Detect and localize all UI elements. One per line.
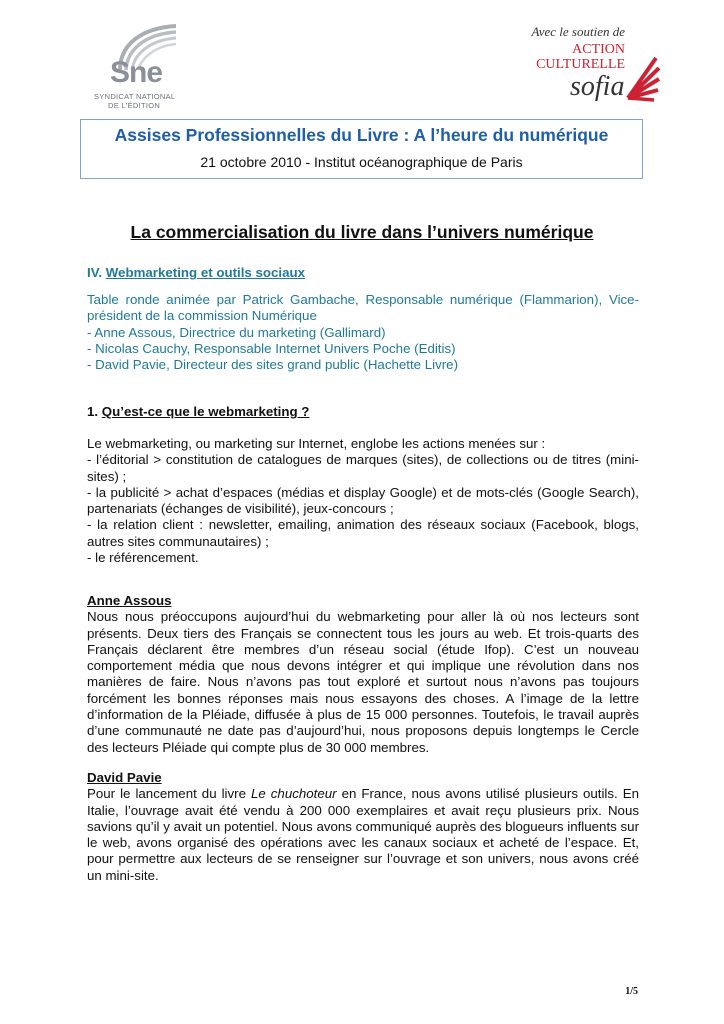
anne-assous-section bbox=[87, 593, 639, 756]
page-title: Assises Professionnelles du Livre : A l’heure du numérique bbox=[114, 125, 609, 145]
page-number: 1/5 bbox=[625, 986, 638, 997]
support-label: Avec le soutien de bbox=[531, 24, 625, 39]
sne-logo bbox=[80, 22, 210, 110]
intro-line: Table ronde animée par Patrick Gambache, Responsable numérique (Flammarion), Vice-président de la commission Numérique bbox=[87, 292, 639, 324]
action-line-1: ACTION bbox=[572, 42, 625, 57]
sne-logo-text: Sne bbox=[110, 56, 163, 89]
definition-line: Le webmarketing, ou marketing sur Internet, englobe les actions menées sur : bbox=[87, 436, 546, 451]
question-text: Qu’est-ce que le webmarketing ? bbox=[101, 404, 310, 419]
speaker-text-end: en France, nous avons utilisé plusieurs outils. En Italie, l’ouvrage avait été vendu à 200 000 exemplaires et avait reçu plusieurs prix. Nous savions qu’il y avait un potentiel. Nous avons communiqué auprès des blogueurs influents sur le web, avons organisé des opérations avec les canaux sociaux et acheté de l’espace. Et, pour permettre aux lecteurs de se renseigner sur l’ouvrage et son univers, nous avons créé un mini-site. bbox=[87, 786, 639, 883]
sofia-brand: sofia bbox=[570, 71, 625, 102]
definition-line: - le référencement. bbox=[87, 550, 199, 566]
section-title: La commercialisation du livre dans l’univers numérique bbox=[130, 222, 594, 242]
section-heading-text: Webmarketing et outils sociaux bbox=[105, 265, 306, 280]
definition-line: - la relation client : newsletter, emailing, animation des réseaux sociaux (Facebook, blogs, autres sites communautaires) ; bbox=[87, 517, 639, 549]
definition-line: - l’éditorial > constitution de catalogues de marques (sites), de collections ou de titres (mini-sites) ; bbox=[87, 452, 639, 484]
sofia-logo bbox=[500, 24, 660, 104]
sne-subtitle-1: SYNDICAT NATIONAL bbox=[94, 92, 176, 101]
speaker-text-start: Pour le lancement du livre bbox=[87, 786, 251, 802]
section-number: IV. bbox=[87, 265, 103, 280]
definition-line: - la publicité > achat d’espaces (médias et display Google) et de mots-clés (Google Search), partenariats (échanges de visibilité), jeux-concours ; bbox=[87, 484, 639, 517]
intro-line: - Anne Assous, Directrice du marketing (Gallimard) bbox=[87, 324, 386, 340]
speaker-text: Nous nous préoccupons aujourd’hui du webmarketing pour aller là où nos lecteurs sont présents. Deux tiers des Français se connectent tous les jours au web. Et trois-quarts des Français déclarent être membres d’un réseau social (étude Ifop). C’est un nouveau comportement média que nous devons intégrer et qui implique une révolution dans nos manières de faire. Nous n’avons pas tout exploré et surtout nous n’avons pas toujours forcément les bonnes réponses mais nous essayons des choses. A l’image de la lettre d’information de la Pléiade, diffusée à plus de 15 000 personnes. Toutefois, le travail auprès d’une communauté ne date pas d’aujourd’hui, nous proposons depuis longtemps le Cercle des lecteurs Pléiade qui compte plus de 30 000 membres. bbox=[87, 609, 639, 755]
speaker-name: Anne Assous bbox=[87, 593, 172, 608]
sne-subtitle-2: DE L'ÉDITION bbox=[108, 101, 161, 110]
book-title: Le chuchoteur bbox=[250, 786, 337, 802]
speaker-name: David Pavie bbox=[87, 770, 162, 785]
title-box bbox=[80, 119, 643, 179]
intro-line: - Nicolas Cauchy, Responsable Internet Univers Poche (Editis) bbox=[87, 340, 456, 356]
intro-line: - David Pavie, Directeur des sites grand public (Hachette Livre) bbox=[87, 357, 458, 373]
speaker-text bbox=[87, 786, 639, 884]
event-subtitle: 21 octobre 2010 - Institut océanographique de Paris bbox=[200, 154, 523, 170]
david-pavie-section bbox=[87, 770, 639, 884]
sofia-fan-icon bbox=[626, 54, 660, 102]
question-heading-1 bbox=[87, 404, 309, 419]
roundtable-intro bbox=[87, 292, 639, 373]
definition-block bbox=[87, 436, 639, 566]
question-number: 1. bbox=[87, 404, 99, 419]
action-line-2: CULTURELLE bbox=[536, 57, 625, 72]
section-heading-iv bbox=[87, 265, 305, 280]
